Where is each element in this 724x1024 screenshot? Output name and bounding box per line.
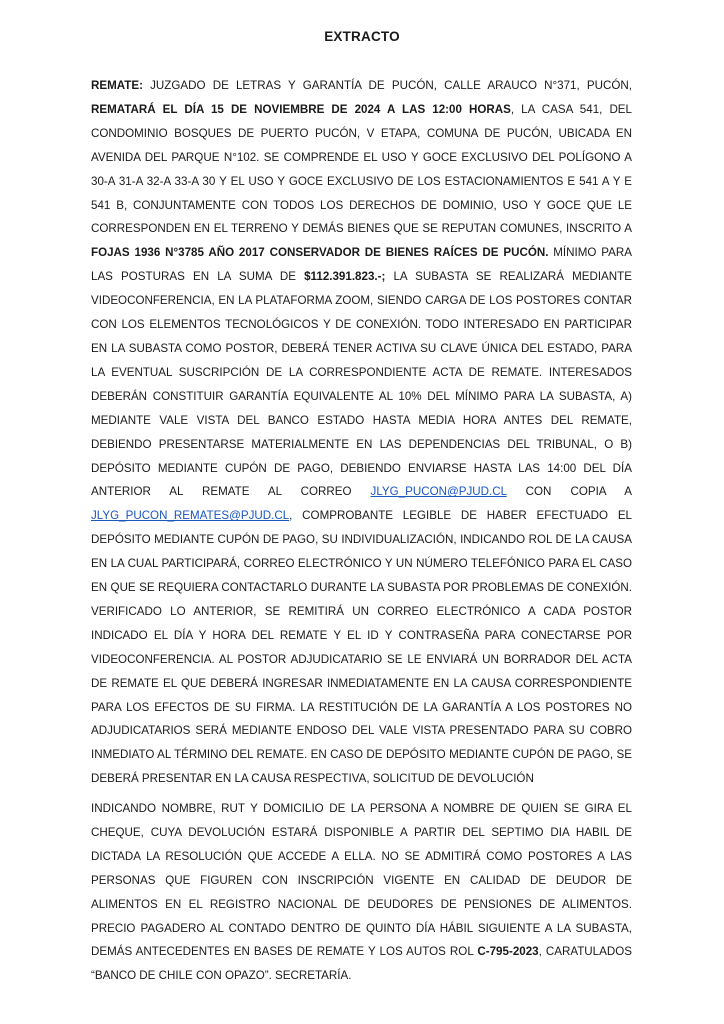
case-rol-number: C-795-2023 (477, 945, 539, 959)
copy-to-text: CON COPIA A (506, 485, 632, 499)
minimum-bid-text: MÍNIMO PARA LAS POSTURAS EN LA SUMA DE (91, 246, 632, 284)
document-title: EXTRACTO (324, 29, 400, 44)
remates-email-link[interactable]: JLYG_PUCON_REMATES@PJUD.CL (91, 509, 290, 523)
auction-date: REMATARÁ EL DÍA 15 DE NOVIEMBRE DE 2024 A LAS 12:00 HORAS (91, 102, 511, 116)
extract-paragraph-2 (91, 797, 632, 988)
registry-reference: FOJAS 1936 N°3785 AÑO 2017 CONSERVADOR DE BIENES RAÍCES DE PUCÓN. (91, 246, 549, 260)
court-text: JUZGADO DE LETRAS Y GARANTÍA DE PUCÓN, CALLE ARAUCO N°371, PUCÓN, (142, 79, 632, 92)
remate-label: REMATE: (91, 79, 143, 92)
deposit-instructions-text: , COMPROBANTE LEGIBLE DE HABER EFECTUADO EL DEPÓSITO MEDIANTE CUPÓN DE PAGO, SU INDIVIDUALIZACIÓN, INDICANDO ROL DE LA CAUSA EN LA CUAL PARTICIPARÁ, CORREO ELECTRÓNICO Y UN NÚMERO TELEFÓNICO PARA EL CASO EN QUE SE REQUIERA CONTACTARLO DURANTE LA SUBASTA POR PROBLEMAS DE CONEXIÓN. VERIFICADO LO ANTERIOR, SE REMITIRÁ UN CORREO ELECTRÓNICO A CADA POSTOR INDICADO EL DÍA Y HORA DEL REMATE Y EL ID Y CONTRASEÑA PARA CONECTARSE POR VIDEOCONFERENCIA. AL POSTOR ADJUDICATARIO SE LE ENVIARÁ UN BORRADOR DEL ACTA DE REMATE EL QUE DEBERÁ INGRESAR INMEDIATAMENTE EN LA CAUSA CORRESPONDIENTE PARA LOS EFECTOS DE SU FIRMA. LA RESTITUCIÓN DE LA GARANTÍA A LOS POSTORES NO ADJUDICATARIOS SERÁ MEDIANTE ENDOSO DEL VALE VISTA PRESENTADO PARA SU COBRO INMEDIATO AL TÉRMINO DEL REMATE. EN CASO DE DEPÓSITO MEDIANTE CUPÓN DE PAGO, SE DEBERÁ PRESENTAR EN LA CAUSA RESPECTIVA, SOLICITUD DE DEVOLUCIÓN (91, 509, 632, 786)
case-caption-text: , CARATULADOS “BANCO DE CHILE CON OPAZO”. SECRETARÍA. (91, 945, 632, 983)
property-description: , LA CASA 541, DEL CONDOMINIO BOSQUES DE PUERTO PUCÓN, V ETAPA, COMUNA DE PUCÓN, UBICADA EN AVENIDA DEL PARQUE N°102. SE COMPRENDE EL USO Y GOCE EXCLUSIVO DEL POLÍGONO A 30-A 31-A 32-A 33-A 30 Y EL USO Y GOCE EXCLUSIVO DE LOS ESTACIONAMIENTOS E 541 A Y E 541 B, CONJUNTAMENTE CON TODOS LOS DERECHOS DE DOMINIO, USO Y GOCE QUE LE CORRESPONDEN EN EL TERRENO Y DEMÁS BIENES QUE SE REPUTAN COMUNES, INSCRITO A (91, 102, 632, 236)
refund-conditions-text: INDICANDO NOMBRE, RUT Y DOMICILIO DE LA PERSONA A NOMBRE DE QUIEN SE GIRA EL CHEQUE, CUYA DEVOLUCIÓN ESTARÁ DISPONIBLE A PARTIR DEL SEPTIMO DIA HABIL DE DICTADA LA RESOLUCIÓN QUE ACCEDE A ELLA. NO SE ADMITIRÁ COMO POSTORES A LAS PERSONAS QUE FIGUREN CON INSCRIPCIÓN VIGENTE EN CALIDAD DE DEUDOR DE ALIMENTOS EN EL REGISTRO NACIONAL DE DEUDORES DE PENSIONES DE ALIMENTOS. PRECIO PAGADERO AL CONTADO DENTRO DE QUINTO DÍA HÁBIL SIGUIENTE A LA SUBASTA, DEMÁS ANTECEDENTES EN BASES DE REMATE Y LOS AUTOS ROL (91, 802, 632, 959)
extract-paragraph-1 (91, 74, 632, 791)
minimum-bid-amount: $112.391.823.-; (304, 270, 386, 284)
court-email-link[interactable]: JLYG_PUCON@PJUD.CL (370, 485, 507, 499)
auction-conditions-text: LA SUBASTA SE REALIZARÁ MEDIANTE VIDEOCONFERENCIA, EN LA PLATAFORMA ZOOM, SIENDO CARGA DE LOS POSTORES CONTAR CON LOS ELEMENTOS TECNOLÓGICOS Y DE CONEXIÓN. TODO INTERESADO EN PARTICIPAR EN LA SUBASTA COMO POSTOR, DEBERÁ TENER ACTIVA SU CLAVE ÚNICA DEL ESTADO, PARA LA EVENTUAL SUSCRIPCIÓN DE LA CORRESPONDIENTE ACTA DE REMATE. INTERESADOS DEBERÁN CONSTITUIR GARANTÍA EQUIVALENTE AL 10% DEL MÍNIMO PARA LA SUBASTA, A) MEDIANTE VALE VISTA DEL BANCO ESTADO HASTA MEDIA HORA ANTES DEL REMATE, DEBIENDO PRESENTARSE MATERIALMENTE EN LAS DEPENDENCIAS DEL TRIBUNAL, O B) DEPÓSITO MEDIANTE CUPÓN DE PAGO, DEBIENDO ENVIARSE HASTA LAS 14:00 DEL DÍA ANTERIOR AL REMATE AL CORREO (91, 270, 632, 499)
